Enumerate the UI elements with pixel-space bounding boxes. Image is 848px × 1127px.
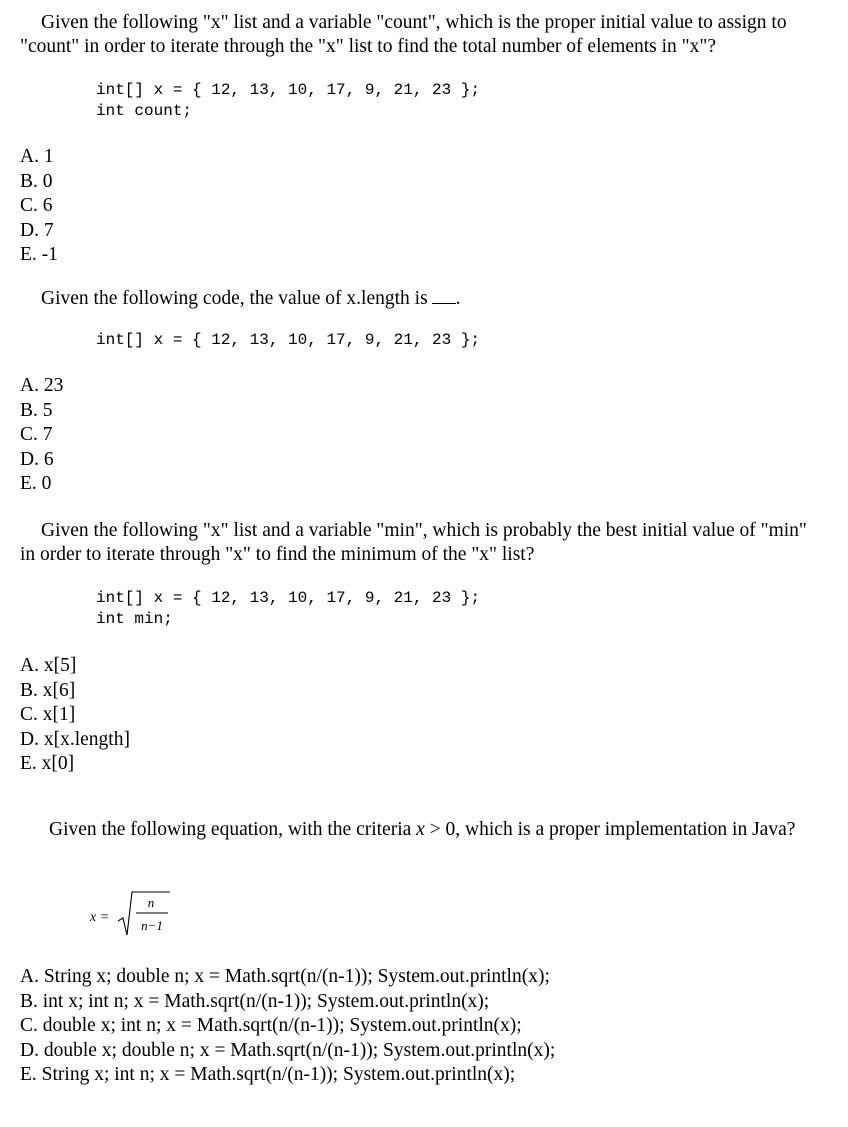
question-1 <box>20 11 820 265</box>
question-1-code <box>20 80 820 122</box>
equation-lhs: x = <box>90 910 110 925</box>
question-2-code <box>20 330 820 351</box>
code-line: int[] x = { 12, 13, 10, 17, 9, 21, 23 }; <box>96 589 481 607</box>
option-a[interactable]: A. 23 <box>20 375 64 396</box>
option-b[interactable]: B. 0 <box>20 170 53 192</box>
question-1-options <box>20 145 58 268</box>
option-b[interactable]: B. 5 <box>20 399 53 421</box>
option-b[interactable]: B. int x; int n; x = Math.sqrt(n/(n-1)); System.out.println(x); <box>20 990 490 1012</box>
answer-blank <box>432 303 456 304</box>
option-c[interactable]: C. x[1] <box>20 704 76 725</box>
question-4-options <box>20 965 555 1088</box>
option-e[interactable]: E. x[0] <box>20 753 75 774</box>
option-e[interactable]: E. -1 <box>20 244 58 265</box>
equation-denominator: n−1 <box>141 918 163 933</box>
question-4-text-main: Given the following equation, with the criteria <box>49 819 412 840</box>
question-1-text: Given the following "x" list and a variable "count", which is the proper initial value to assign to "count" in order to iterate through the "x" list to find the total number of elements in "x"? <box>20 12 787 57</box>
question-2 <box>20 287 820 494</box>
question-2-text-end: . <box>455 288 461 309</box>
question-3 <box>20 519 820 774</box>
option-b[interactable]: B. x[6] <box>20 679 76 701</box>
option-a[interactable]: A. String x; double n; x = Math.sqrt(n/(n-1)); System.out.println(x); <box>20 966 550 987</box>
equation-numerator: n <box>147 895 155 910</box>
option-c[interactable]: C. double x; int n; x = Math.sqrt(n/(n-1)); System.out.println(x); <box>20 1015 522 1036</box>
question-2-text-main: Given the following code, the value of x.length is <box>41 288 428 309</box>
option-e[interactable]: E. 0 <box>20 473 52 494</box>
option-d[interactable]: D. x[x.length] <box>20 728 130 750</box>
option-a[interactable]: A. 1 <box>20 146 54 167</box>
question-4-text-rest: > 0, which is a proper implementation in Java? <box>424 819 796 840</box>
code-line: int count; <box>96 102 193 120</box>
code-line: int[] x = { 12, 13, 10, 17, 9, 21, 23 }; <box>96 331 481 349</box>
question-3-text: Given the following "x" list and a variable "min", which is probably the best initial value of "min" in order to iterate through "x" to find the minimum of the "x" list? <box>20 520 807 565</box>
criteria-variable: x <box>416 819 425 840</box>
question-3-code <box>20 588 820 630</box>
code-line: int[] x = { 12, 13, 10, 17, 9, 21, 23 }; <box>96 81 481 99</box>
code-line: int min; <box>96 610 173 628</box>
option-d[interactable]: D. 6 <box>20 448 54 470</box>
question-2-text <box>20 287 820 311</box>
option-c[interactable]: C. 7 <box>20 424 53 445</box>
question-4 <box>20 818 820 1085</box>
option-a[interactable]: A. x[5] <box>20 655 77 676</box>
option-c[interactable]: C. 6 <box>20 195 53 216</box>
option-d[interactable]: D. double x; double n; x = Math.sqrt(n/(n-1)); System.out.println(x); <box>20 1039 556 1061</box>
option-e[interactable]: E. String x; int n; x = Math.sqrt(n/(n-1)); System.out.println(x); <box>20 1064 516 1085</box>
question-3-options <box>20 654 130 777</box>
equation <box>90 890 180 945</box>
option-d[interactable]: D. 7 <box>20 219 54 241</box>
question-4-text <box>20 818 820 842</box>
question-2-options <box>20 374 63 497</box>
